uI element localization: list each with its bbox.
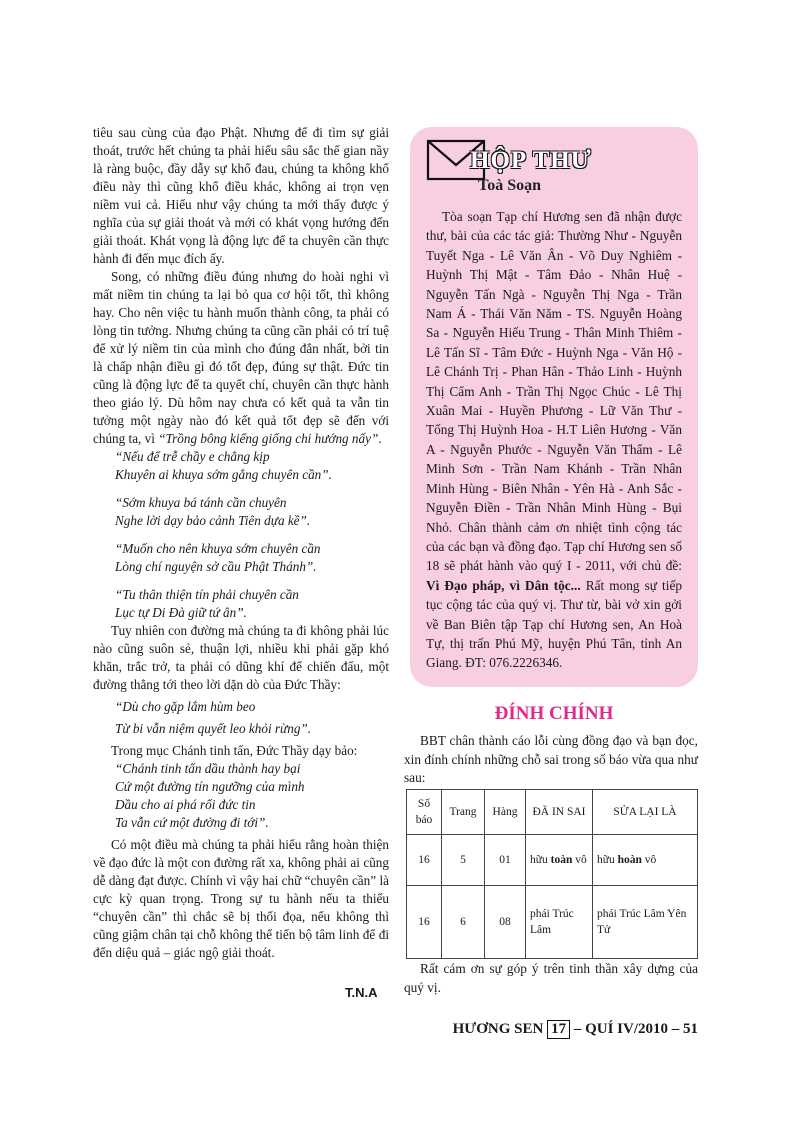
issue-number: 17	[547, 1020, 570, 1039]
mailbox-title: HỘP THƯ	[470, 147, 592, 174]
quote: “Trồng bông kiểng giống chi hướng nấy”	[158, 431, 379, 446]
errata-table	[406, 789, 698, 959]
errata-thanks: Rất cám ơn sự góp ý trên tinh thần xây dựng của quý vị.	[404, 961, 698, 995]
paragraph: tiêu sau cùng của đạo Phật. Nhưng để đi tìm sự giải thoát, trước hết chúng ta phải hiểu sâu sắc thế gian nầy là ràng buộc, đầy dẫy sự khổ đau, chúng ta không khổ điều này thì cũng khổ điều khác, không ai trọn vẹn niềm vui cả. Hiểu như vậy chúng ta mới thấy được ý nghĩa của sự giải thoát và mới có khát vọng hướng đến giải thoát. Khát vọng là động lực để ta chuyên cần thực hành đi đến mục đích ấy.	[93, 125, 389, 266]
table-row: 16 6 08 phái Trúc Lâm phái Trúc Lâm Yên Tử	[407, 886, 698, 959]
col-header: Số báo	[407, 790, 442, 835]
errata-intro: BBT chân thành cáo lỗi cùng đồng đạo và bạn đọc, xin đính chính những chỗ sai trong số báo vừa qua như sau:	[404, 733, 698, 785]
magazine-name: HƯƠNG SEN	[452, 1021, 544, 1037]
col-header: Hàng	[485, 790, 526, 835]
col-header: SỬA LẠI LÀ	[593, 790, 698, 835]
quarter: – QUÍ IV/2010 –	[573, 1021, 680, 1037]
page-footer	[428, 1020, 698, 1039]
col-header: Trang	[442, 790, 485, 835]
verse: “Nếu để trễ chầy e chẳng kịp Khuyên ai khuya sớm gắng chuyên cần”.	[115, 449, 332, 482]
col-header: ĐÃ IN SAI	[526, 790, 593, 835]
theme-bold: Vì Đạo pháp, vì Dân tộc...	[426, 577, 581, 593]
verse: “Dù cho gặp lắm hùm beo Từ bi vẫn niệm quyết leo khỏi rừng”.	[115, 699, 312, 736]
mailbox-subtitle: Toà Soạn	[478, 177, 541, 194]
paragraph: Tuy nhiên con đường mà chúng ta đi không phải lúc nào cũng suôn sẻ, thuận lợi, nhiều khi phải gặp khó khăn, trắc trở, ta phải có dũng khí để chiến đấu, một đường thẳng tới theo lời dặn dò của Đức Thầy:	[93, 623, 389, 692]
paragraph: Song, có những điều đúng nhưng do hoài nghi vì mất niềm tin chúng ta lại bỏ qua cơ hội tốt, thì không hay. Cho nên việc tu hành muốn thành công, ta phải có lòng tin tưởng. Nhưng chúng ta cũng cần phải có trí tuệ để xử lý niềm tin của mình cho đúng đắn nhất, bởi tin là chấp nhận điều gì đó tốt đẹp, đúng sự thật. Đức tin cũng là động lực để ta quyết chí, chuyên cần thực hành theo giáo lý. Dù hôm nay chưa có kết quả ta vẫn tin tưởng một ngày nào đó kết quả tốt đẹp sẽ đến với chúng ta, vì “Trồng bông kiểng giống chi hướng nấy”.	[93, 269, 389, 446]
verse: “Tu thân thiện tín phải chuyên cần Lục tự Di Đà giữ tứ ân”.	[115, 587, 299, 620]
paragraph: Có một điều mà chúng ta phải hiểu rằng hoàn thiện về đạo đức là một con đường rất xa, không phải ai cũng dễ dàng đạt được. Chính vì vậy hai chữ “chuyên cần” là cực kỳ quan trọng. Trong sự tu hành nếu ta thiếu “chuyên cần” thì chắc sẽ bị thối đọa, nếu không thì cũng giậm chân tại chỗ không thể tiến bộ tâm linh để đi đến diệu quả – giác ngộ giải thoát.	[93, 837, 389, 960]
mailbox-body: Tòa soạn Tạp chí Hương sen đã nhận được thư, bài của các tác giả: Thường Như - Nguyễn Tuyết Nga - Lê Văn Ân - Võ Duy Nghiêm - Huỳnh Thị Mật - Tâm Đảo - Nhân Huệ - Nguyễn Tấn Ngà - Nguyễn Thị Nga - Trần Nam Á - Thái Văn Năm - TS. Nguyễn Hoàng Sa - Nguyễn Hiếu Trung - Thân Minh Thiêm - Lê Tấn Sĩ - Tâm Đức - Huỳnh Nga - Văn Hộ - Lê Chánh Trị - Phan Hân - Thảo Linh - Huỳnh Thị Cẩm Anh - Trần Thị Ngọc Chúc - Lê Thị Xuân Mai - Huyền Phương - Lữ Văn Thư - Tống Thị Huỳnh Hoa - H.T Liên Hương - Văn A - Nguyễn Phước - Nguyễn Văn Thẩm - Lê Minh Sơn - Trần Nam Khánh - Trần Nhân Minh Hùng - Biên Nhân - Yên Hà - Anh Sắc - Nguyễn Điền - Trần Nhân Minh Hùng - Bụi Nhỏ. Chân thành cảm ơn nhiệt tình cộng tác của các bạn và đồng đạo. Tạp chí Hương sen số 18 sẽ phát hành vào quý I - 2011, với chủ đề: Vì Đạo pháp, vì Dân tộc... Rất mong sự tiếp tục cộng tác của quý vị. Thư từ, bài vở xin gởi về Ban Biên tập Tạp chí Hương sen, An Hoà Tự, thị trấn Phú Mỹ, huyện Phú Tân, tỉnh An Giang. ĐT: 076.2226346.	[426, 209, 682, 671]
verse: “Chánh tinh tấn dầu thành hay bại Cứ một đường tín ngưỡng của mình Dầu cho ai phá rối đức tin Ta vẫn cứ một đường đi tới”.	[115, 761, 305, 830]
page-number: 51	[683, 1021, 698, 1037]
paragraph: Trong mục Chánh tinh tấn, Đức Thầy dạy bảo:	[111, 743, 358, 758]
mailbox-panel	[410, 127, 698, 687]
errata-title: ĐÍNH CHÍNH	[494, 703, 614, 724]
table-row: 16 5 01 hữu toàn vô hữu hoàn vô	[407, 835, 698, 886]
verse: “Sớm khuya bá tánh cần chuyên Nghe lời dạy bảo cảnh Tiên dựa kề”.	[115, 495, 311, 528]
verse: “Muốn cho nên khuya sớm chuyên cần Lòng chí nguyện sở cầu Phật Thánh”.	[115, 541, 321, 574]
article-column	[93, 124, 389, 962]
author-signature: T.N.A	[345, 985, 378, 1000]
table-header-row	[407, 790, 698, 835]
